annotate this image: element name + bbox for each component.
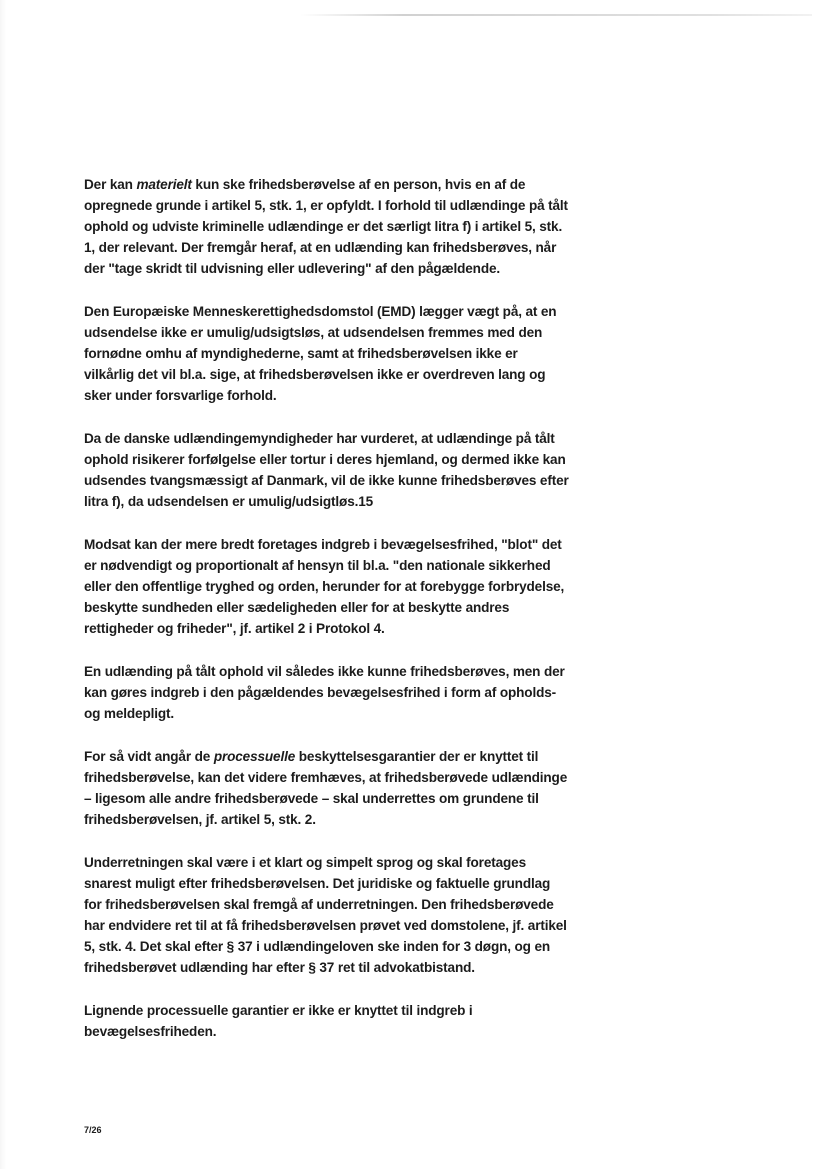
paragraph-8	[84, 1000, 570, 1042]
paragraph-6	[84, 746, 570, 830]
paragraph-6-text-a: For så vidt angår de	[84, 749, 214, 764]
paragraph-1-text-b: kun ske frihedsberøvelse af en person, hvis en af de opregnede grunde i artikel 5, stk. 1, er opfyldt. I forhold til udlændinge på tålt ophold og udviste kriminelle udlændinge er det særligt litra f) i artikel 5, stk. 1, der relevant. Der fremgår heraf, at en udlænding kan frihedsberøves, når der "tage skridt til udvisning eller udlevering" af den pågældende.	[84, 177, 568, 276]
paragraph-3	[84, 428, 570, 512]
paragraph-1	[84, 174, 570, 279]
paragraph-6-text-b: beskyttelsesgarantier der er knyttet til frihedsberøvelse, kan det videre fremhæves, at frihedsberøvede udlændinge – ligesom alle andre frihedsberøvede – skal underrettes om grundene til frihedsberøvelsen, jf. artikel 5, stk. 2.	[84, 749, 568, 827]
paragraph-1-text-a: Der kan	[84, 177, 137, 192]
paragraph-7	[84, 852, 570, 978]
paragraph-7-text: Underretningen skal være i et klart og simpelt sprog og skal foretages snarest muligt efter frihedsberøvelsen. Det juridiske og faktuelle grundlag for frihedsberøvelsen skal fremgå af underretningen. Den frihedsberøvede har endvidere ret til at få frihedsberøvelsen prøvet ved domstolene, jf. artikel 5, stk. 4. Det skal efter § 37 i udlændingeloven ske inden for 3 døgn, og en frihedsberøvet udlænding har efter § 37 ret til advokatbistand.	[84, 855, 567, 975]
paragraph-2-text: Den Europæiske Menneskerettighedsdomstol (EMD) lægger vægt på, at en udsendelse ikke er umulig/udsigtsløs, at udsendelsen fremmes med den fornødne omhu af myndighederne, samt at frihedsberøvelsen ikke er vilkårlig det vil bl.a. sige, at frihedsberøvelsen ikke er overdreven lang og sker under forsvarlige forhold.	[84, 304, 557, 403]
paragraph-6-italic-processuelle: processuelle	[213, 749, 296, 764]
paragraph-3-text: Da de danske udlændingemyndigheder har vurderet, at udlændinge på tålt ophold risikerer forfølgelse eller tortur i deres hjemland, og dermed ikke kan udsendes tvangsmæssigt af Danmark, vil de ikke kunne frihedsberøves efter litra f), da udsendelsen er umulig/udsigtløs.15	[84, 431, 569, 509]
paragraph-5	[84, 661, 570, 724]
paragraph-2	[84, 301, 570, 406]
document-body	[84, 174, 570, 1064]
paragraph-4-text: Modsat kan der mere bredt foretages indgreb i bevægelsesfrihed, "blot" det er nødvendigt og proportionalt af hensyn til bl.a. "den nationale sikkerhed eller den offentlige tryghed og orden, herunder for at forebygge forbrydelse, beskytte sundheden eller sædeligheden eller for at beskytte andres rettigheder og friheder", jf. artikel 2 i Protokol 4.	[84, 537, 565, 636]
paragraph-1-italic-materielt: materielt	[136, 177, 192, 192]
scan-edge-left	[0, 0, 6, 1169]
paragraph-5-text: En udlænding på tålt ophold vil således ikke kunne frihedsberøves, men der kan gøres indgreb i den pågældendes bevægelsesfrihed i form af opholds- og meldepligt.	[84, 664, 565, 721]
page-number: 7/26	[84, 1125, 102, 1135]
paragraph-8-text: Lignende processuelle garantier er ikke er knyttet til indgreb i bevægelsesfriheden.	[84, 1003, 473, 1039]
paragraph-4	[84, 534, 570, 639]
scan-edge-top	[300, 14, 812, 16]
